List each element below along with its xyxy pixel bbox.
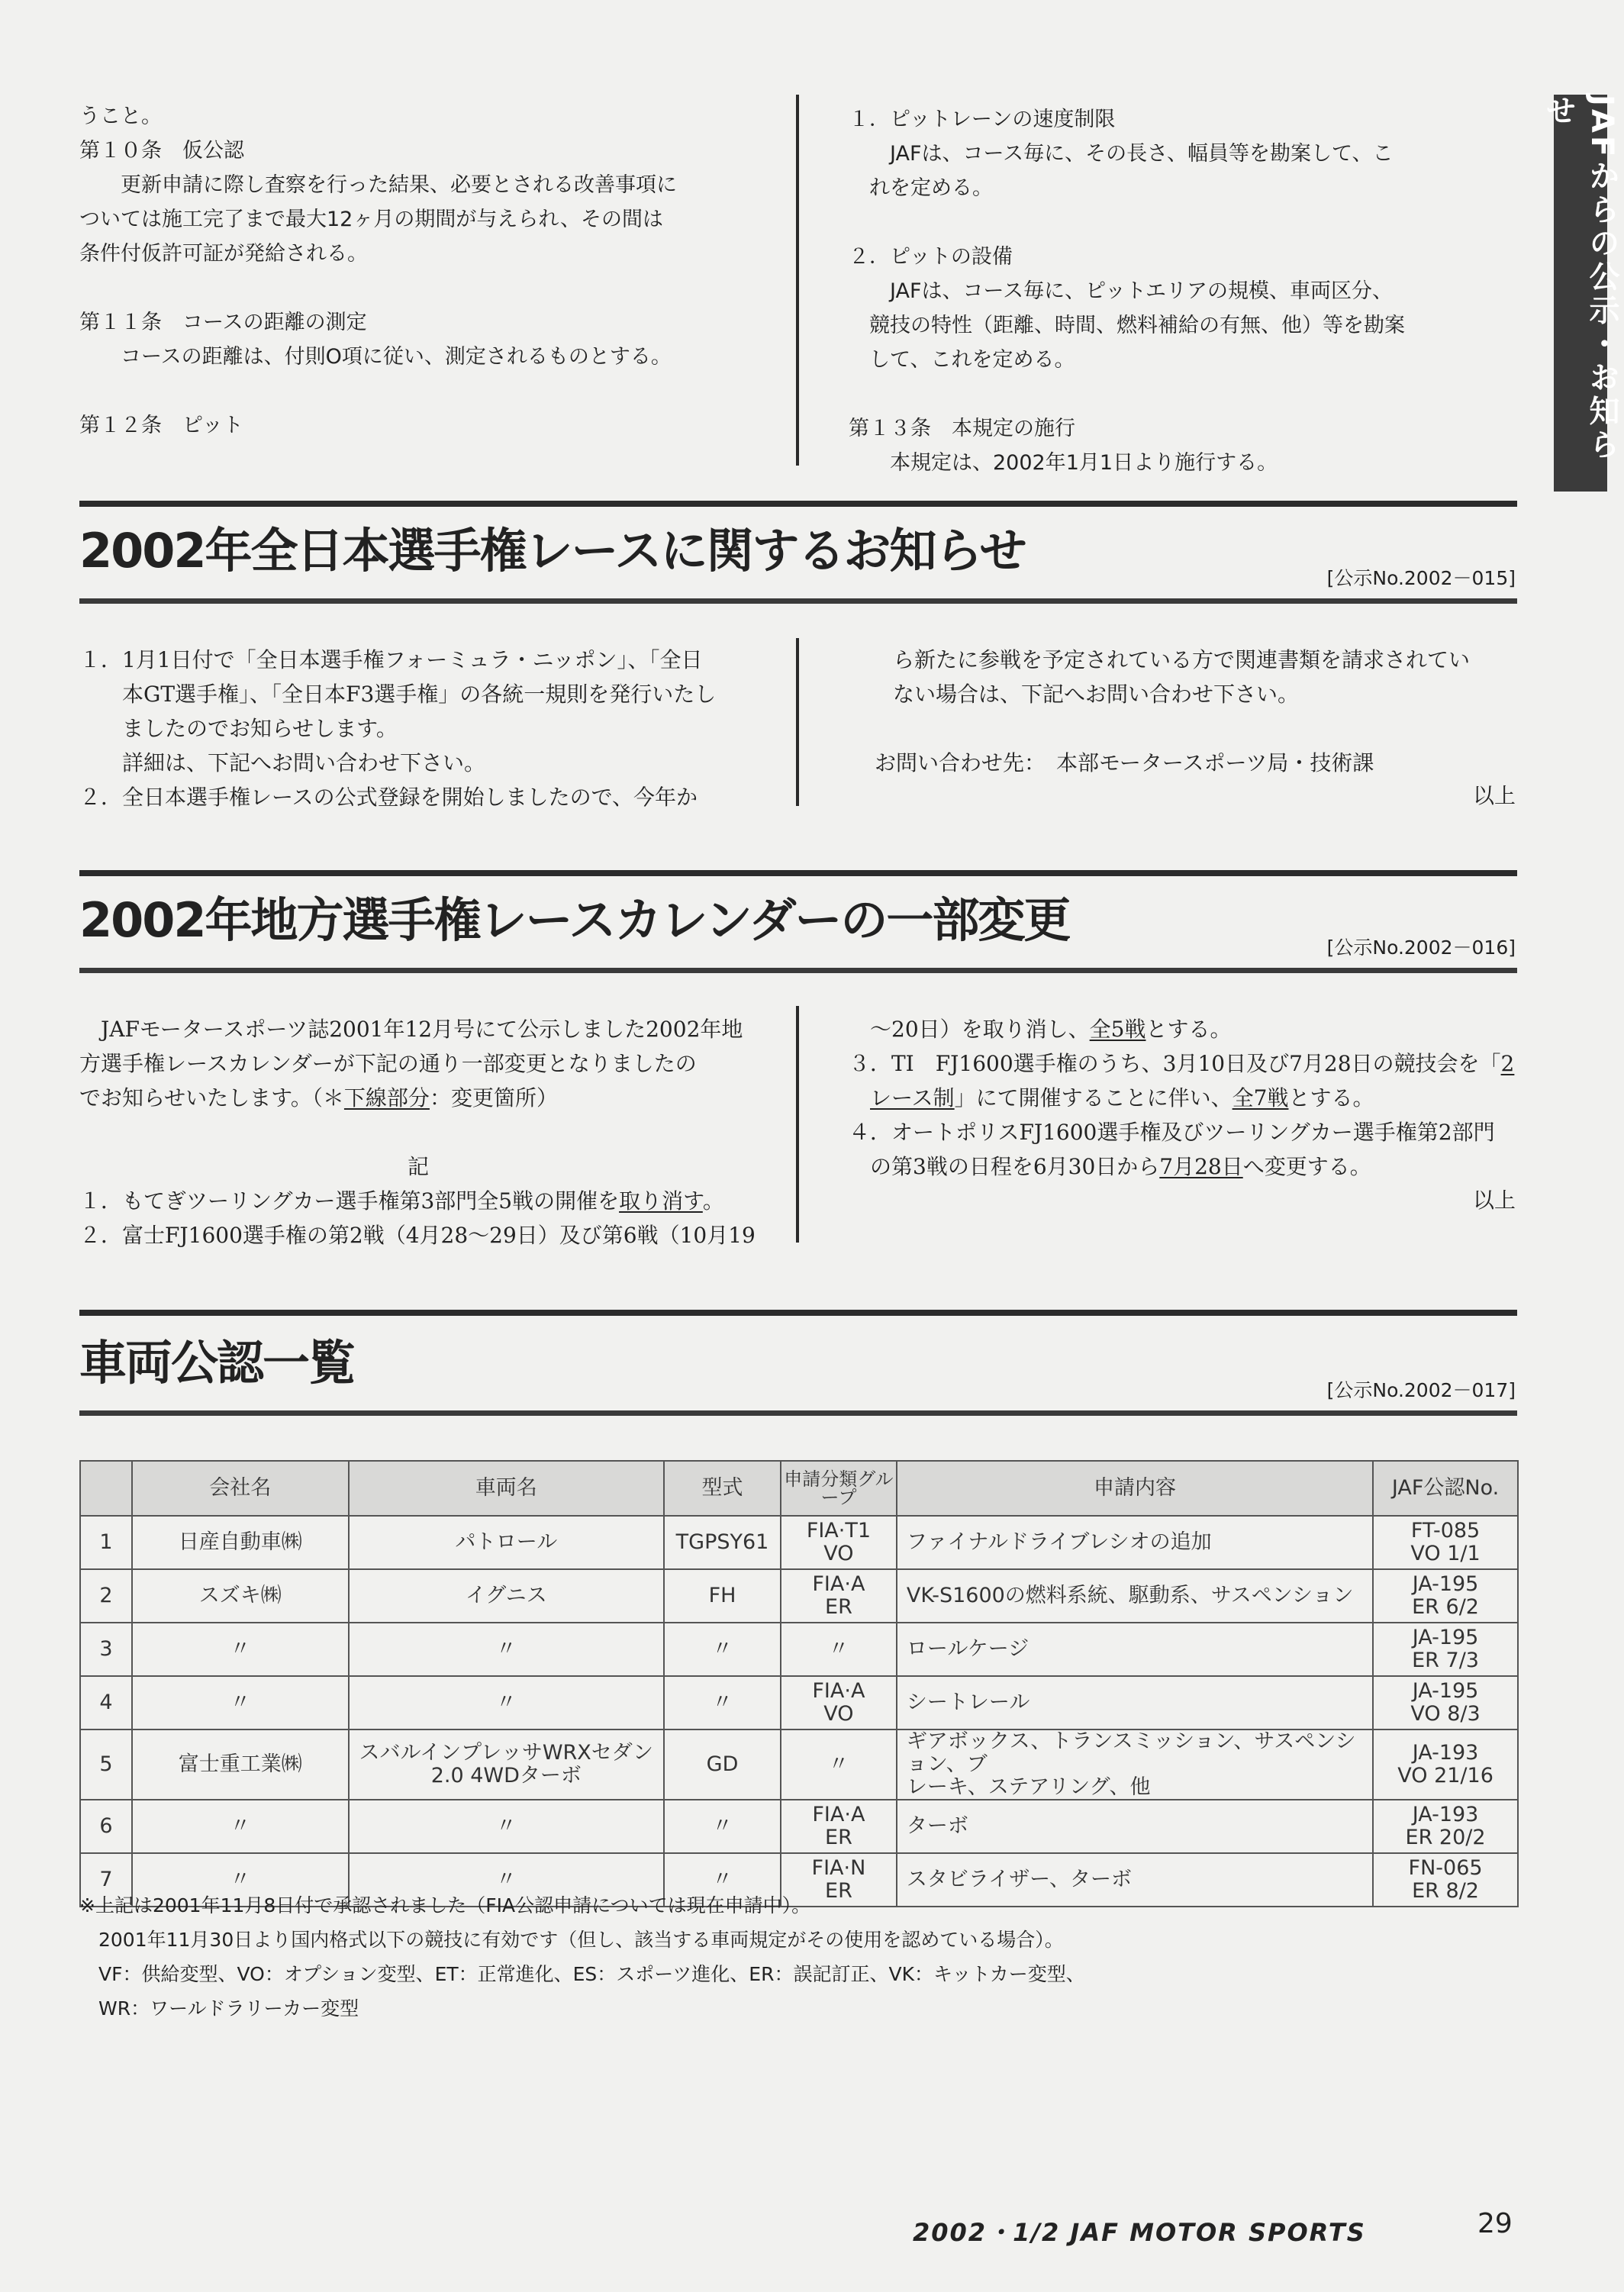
magazine-footer: 2002・1/2 JAF MOTOR SPORTS [913, 2218, 1366, 2247]
cell-jaf-no: FT-085 VO 1/1 [1373, 1516, 1518, 1569]
text-line: １．ピットレーンの速度制限 [849, 108, 1116, 131]
text-line [849, 205, 1405, 240]
cell-no: 4 [80, 1676, 132, 1729]
text-line: ましたのでお知らせします。 [79, 716, 398, 741]
text-line: うこと。 [79, 105, 162, 128]
cell-model: 〃 [664, 1853, 781, 1907]
section-rule [79, 1410, 1517, 1416]
cell-vehicle: 〃 [349, 1623, 664, 1676]
cell-no: 7 [80, 1853, 132, 1907]
cell-vehicle: 〃 [349, 1853, 664, 1907]
section-rule [79, 598, 1517, 604]
text-line [893, 711, 1470, 746]
cell-model: 〃 [664, 1676, 781, 1729]
cell-jaf-no: JA-195 VO 8/3 [1373, 1676, 1518, 1729]
text-line: １．もてぎツーリングカー選手権第3部門全5戦の開催を取り消す。 [79, 1188, 724, 1214]
text-line: 第１３条 本規定の施行 [849, 417, 1075, 440]
section-title: 2002年全日本選手権レースに関するお知らせ [79, 523, 1026, 579]
table-row [80, 1569, 1518, 1623]
column-divider [796, 95, 799, 466]
text-line: JAFは、コース毎に、その長さ、幅員等を勘案して、こ [849, 142, 1394, 166]
text-line [849, 377, 1405, 411]
cell-company: 〃 [132, 1623, 349, 1676]
end-mark: 以上 [1473, 1188, 1516, 1213]
col-header-company: 会社名 [132, 1461, 349, 1516]
text-line: 更新申請に際し査察を行った結果、必要とされる改善事項に [79, 173, 677, 197]
text-line: 条件付仮許可証が発給される。 [79, 242, 368, 266]
text-line [79, 1115, 756, 1149]
note-line: VF：供給変型、VO：オプション変型、ET：正常進化、ES：スポーツ進化、ER：誤記訂正、VK：キットカー変型、 [79, 1963, 1085, 1985]
section2-right-column [849, 1012, 1514, 1184]
section-rule [79, 501, 1517, 507]
text-line: 本規定は、2002年1月1日より施行する。 [849, 451, 1278, 475]
section-rule [79, 1310, 1517, 1316]
table-notes [79, 1888, 1085, 2026]
text-line [79, 374, 677, 408]
text-line: ２．ピットの設備 [849, 245, 1013, 269]
table-row [80, 1729, 1518, 1800]
text-line: お問い合わせ先： 本部モータースポーツ局・技術課 [875, 750, 1374, 775]
column-divider [796, 638, 799, 806]
cell-content: ターボ [897, 1800, 1373, 1853]
text-line: して、これを定める。 [849, 348, 1075, 372]
cell-model: 〃 [664, 1623, 781, 1676]
cell-jaf-no: FN-065 ER 8/2 [1373, 1853, 1518, 1907]
text-line: ４．オートポリスFJ1600選手権及びツーリングカー選手権第2部門 [849, 1120, 1495, 1145]
page-number: 29 [1477, 2208, 1513, 2239]
cell-vehicle: スバルインプレッサWRXセダン 2.0 4WDターボ [349, 1729, 664, 1800]
cell-group: 〃 [781, 1623, 897, 1676]
cell-content: ギアボックス、トランスミッション、サスペンション、ブ レーキ、ステアリング、他 [897, 1729, 1373, 1800]
cell-vehicle: パトロール [349, 1516, 664, 1569]
cell-group: FIA·T1 VO [781, 1516, 897, 1569]
column-divider [796, 1006, 799, 1243]
cell-model: GD [664, 1729, 781, 1800]
col-header-no [80, 1461, 132, 1516]
cell-no: 1 [80, 1516, 132, 1569]
cell-vehicle: 〃 [349, 1800, 664, 1853]
section1-left-column [79, 643, 716, 814]
section-rule [79, 870, 1517, 876]
cell-no: 6 [80, 1800, 132, 1853]
cell-vehicle: 〃 [349, 1676, 664, 1729]
text-line: レース制」にて開催することに伴い、全7戦とする。 [870, 1085, 1374, 1111]
text-line: れを定める。 [849, 176, 993, 200]
text-line: 第１１条 コースの距離の測定 [79, 311, 367, 334]
table-row [80, 1516, 1518, 1569]
note-line: WR：ワールドラリーカー変型 [79, 1997, 359, 2020]
col-header-vehicle: 車両名 [349, 1461, 664, 1516]
cell-content: ロールケージ [897, 1623, 1373, 1676]
table-row [80, 1623, 1518, 1676]
note-line: ※上記は2001年11月8日付で承認されました（FIA公認申請については現在申請中）。 [79, 1894, 811, 1916]
ki-mark: 記 [408, 1154, 430, 1179]
cell-model: TGPSY61 [664, 1516, 781, 1569]
text-line: ら新たに参戦を予定されている方で関連書類を請求されてい [893, 647, 1471, 672]
cell-group: FIA·A ER [781, 1800, 897, 1853]
text-line: ３．TI FJ1600選手権のうち、3月10日及び7月28日の競技会を「2 [849, 1051, 1515, 1076]
cell-model: FH [664, 1569, 781, 1623]
cell-no: 3 [80, 1623, 132, 1676]
cell-content: VK-S1600の燃料系統、駆動系、サスペンション [897, 1569, 1373, 1623]
text-line: 第１０条 仮公認 [79, 139, 244, 163]
text-line: JAFは、コース毎に、ピットエリアの規模、車両区分、 [849, 279, 1393, 303]
section1-right-column [875, 643, 1471, 780]
section2-left-column [79, 1012, 756, 1252]
text-line [79, 271, 677, 305]
cell-company: 〃 [132, 1853, 349, 1907]
notice-number: [公示No.2002－017] [1326, 1379, 1516, 1401]
cell-content: シートレール [897, 1676, 1373, 1729]
text-line: 方選手権レースカレンダーが下記の通り一部変更となりましたの [79, 1051, 697, 1076]
cell-company: 富士重工業㈱ [132, 1729, 349, 1800]
cell-jaf-no: JA-195 ER 6/2 [1373, 1569, 1518, 1623]
cell-company: スズキ㈱ [132, 1569, 349, 1623]
cell-group: 〃 [781, 1729, 897, 1800]
end-mark: 以上 [1473, 783, 1516, 808]
section-rule [79, 968, 1517, 973]
text-line: １．1月1日付で「全日本選手権フォーミュラ・ニッポン」、「全日 [79, 647, 703, 672]
cell-content: スタビライザー、ターボ [897, 1853, 1373, 1907]
cell-content: ファイナルドライブレシオの追加 [897, 1516, 1373, 1569]
text-line: 本GT選手権」、「全日本F3選手権」の各統一規則を発行いたし [79, 682, 717, 707]
text-line: の第3戦の日程を6月30日から7月28日へ変更する。 [849, 1154, 1371, 1179]
section-side-tab: JAFからの公示・お知らせ [1554, 95, 1607, 492]
text-line: ２．全日本選手権レースの公式登録を開始しましたので、今年か [79, 785, 698, 810]
text-line: ない場合は、下記へお問い合わせ下さい。 [893, 682, 1300, 707]
section-title: 車両公認一覧 [79, 1335, 355, 1391]
cell-no: 5 [80, 1729, 132, 1800]
table-row [80, 1676, 1518, 1729]
text-line: でお知らせいたします。（＊下線部分：変更箇所） [79, 1085, 558, 1111]
col-header-jaf-no: JAF公認No. [1373, 1461, 1518, 1516]
text-line: 詳細は、下記へお問い合わせ下さい。 [79, 750, 486, 775]
cell-company: 〃 [132, 1676, 349, 1729]
cell-jaf-no: JA-195 ER 7/3 [1373, 1623, 1518, 1676]
cell-jaf-no: JA-193 ER 20/2 [1373, 1800, 1518, 1853]
cell-model: 〃 [664, 1800, 781, 1853]
note-line: 2001年11月30日より国内格式以下の競技に有効です（但し、該当する車両規定がその使用を認めている場合）。 [79, 1929, 1064, 1951]
section-title: 2002年地方選手権レースカレンダーの一部変更 [79, 892, 1070, 948]
text-line: 第１２条 ピット [79, 414, 243, 437]
cell-group: FIA·A VO [781, 1676, 897, 1729]
cell-group: FIA·N ER [781, 1853, 897, 1907]
top-right-column [849, 102, 1405, 480]
top-left-column [79, 99, 677, 443]
notice-number: [公示No.2002－016] [1326, 936, 1516, 959]
col-header-content: 申請内容 [897, 1461, 1373, 1516]
text-line: ～20日）を取り消し、全5戦とする。 [849, 1017, 1232, 1042]
cell-jaf-no: JA-193 VO 21/16 [1373, 1729, 1518, 1800]
cell-vehicle: イグニス [349, 1569, 664, 1623]
cell-company: 日産自動車㈱ [132, 1516, 349, 1569]
col-header-model: 型式 [664, 1461, 781, 1516]
cell-group: FIA·A ER [781, 1569, 897, 1623]
table-row [80, 1800, 1518, 1853]
text-line: ２．富士FJ1600選手権の第2戦（4月28～29日）及び第6戦（10月19 [79, 1223, 756, 1248]
col-header-group: 申請分類グループ [781, 1461, 897, 1516]
table-header-row [80, 1461, 1518, 1516]
text-line: JAFモータースポーツ誌2001年12月号にて公示しました2002年地 [101, 1017, 743, 1042]
homologation-table [79, 1460, 1519, 1907]
text-line: コースの距離は、付則O項に従い、測定されるものとする。 [79, 345, 672, 369]
cell-company: 〃 [132, 1800, 349, 1853]
text-line: 競技の特性（距離、時間、燃料補給の有無、他）等を勘案 [849, 314, 1405, 337]
text-line: ついては施工完了まで最大12ヶ月の期間が与えられ、その間は [79, 208, 663, 231]
notice-number: [公示No.2002－015] [1326, 567, 1516, 589]
cell-no: 2 [80, 1569, 132, 1623]
